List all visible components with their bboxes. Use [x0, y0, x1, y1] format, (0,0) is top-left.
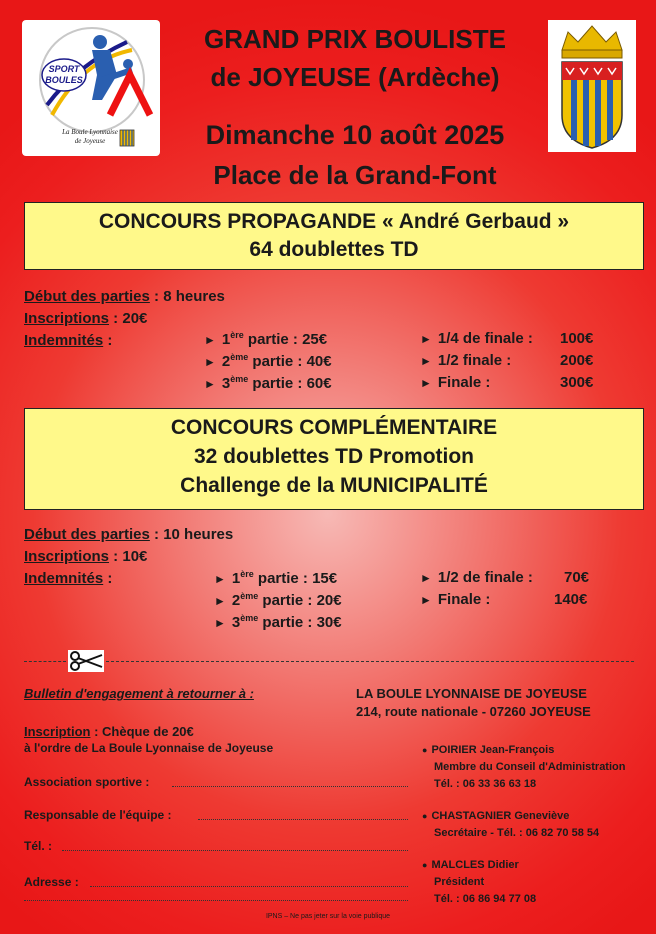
c1-prize-right-1-value: 100€ [560, 330, 594, 347]
bullet-icon: ● [422, 860, 428, 870]
bullet-icon: ● [422, 811, 428, 821]
arrow-icon: ► [420, 593, 432, 607]
coat-of-arms-icon [548, 20, 636, 152]
svg-text:La Boule Lyonnaise: La Boule Lyonnaise [62, 128, 118, 136]
c1-inscriptions: Inscriptions : 20€ [24, 310, 148, 327]
c2-prize-right-1: ► 1/2 de finale : [420, 569, 533, 586]
contact-1-tel: Tél. : 06 33 36 63 18 [434, 778, 537, 790]
concours-propagande-subtitle: 64 doublettes TD [249, 238, 419, 261]
concours-propagande-box [24, 202, 644, 270]
arrow-icon: ► [420, 332, 432, 346]
c2-prize-right-2-value: 140€ [554, 591, 588, 608]
scissors-icon [68, 650, 104, 672]
field-association-input[interactable] [172, 786, 408, 787]
contact-1-role: Membre du Conseil d'Administration [434, 761, 626, 773]
arrow-icon: ► [204, 377, 216, 391]
svg-text:BOULES: BOULES [45, 75, 83, 85]
arrow-icon: ► [214, 594, 226, 608]
contact-3-name: ● MALCLES Didier [422, 859, 519, 871]
footer-ipns: IPNS – Ne pas jeter sur la voie publique [265, 913, 391, 920]
concours-complementaire-title: CONCOURS COMPLÉMENTAIRE [170, 416, 498, 439]
c1-indemnites: Indemnités : [24, 332, 113, 349]
arrow-icon: ► [420, 571, 432, 585]
c1-prize-left-2: ► 2ème partie : 40€ [204, 352, 332, 370]
c1-prize-right-3: ► Finale : [420, 374, 491, 391]
arrow-icon: ► [214, 572, 226, 586]
title-line-2: de JOYEUSE (Ardèche) [210, 62, 500, 92]
svg-text:SPORT: SPORT [48, 64, 80, 74]
inscription-line: Inscription : Chèque de 20€ [24, 724, 194, 739]
c2-prize-right-2: ► Finale : [420, 591, 491, 608]
cut-line-right [106, 661, 634, 662]
arrow-icon: ► [420, 354, 432, 368]
concours-complementaire-subtitle: 32 doublettes TD Promotion [193, 445, 474, 468]
cut-line-left [24, 661, 66, 662]
arrow-icon: ► [214, 616, 226, 630]
concours-complementaire-challenge: Challenge de la MUNICIPALITÉ [180, 474, 488, 497]
bulletin-heading: Bulletin d'engagement à retourner à : [24, 686, 254, 701]
concours-propagande-title: CONCOURS PROPAGANDE « André Gerbaud » [98, 210, 570, 233]
title-line-1: GRAND PRIX BOULISTE [204, 24, 506, 54]
joyeuse-crest [548, 20, 636, 152]
c1-prize-left-1: ► 1ère partie : 25€ [204, 330, 328, 348]
contact-2-role: Secrétaire - Tél. : 06 82 70 58 54 [434, 827, 600, 839]
c2-indemnites: Indemnités : [24, 570, 113, 587]
field-adresse-input-2[interactable] [24, 900, 408, 901]
field-adresse-input[interactable] [90, 886, 408, 887]
c1-prize-right-1: ► 1/4 de finale : [420, 330, 533, 347]
c1-prize-right-2-value: 200€ [560, 352, 594, 369]
field-tel-label: Tél. : [24, 839, 53, 853]
c2-prize-left-2: ► 2ème partie : 20€ [214, 591, 342, 609]
field-adresse-label: Adresse : [24, 875, 79, 889]
event-location: Place de la Grand-Font [213, 160, 497, 190]
arrow-icon: ► [204, 355, 216, 369]
field-responsable-label: Responsable de l'équipe : [24, 808, 172, 822]
contact-1-name: ● POIRIER Jean-François [422, 744, 555, 756]
contact-3-tel: Tél. : 06 86 94 77 08 [434, 893, 537, 905]
concours-complementaire-box [24, 408, 644, 510]
club-logo [22, 20, 160, 156]
contact-3-role: Président [434, 876, 485, 888]
contact-2-name: ● CHASTAGNIER Geneviève [422, 810, 570, 822]
c2-prize-left-3: ► 3ème partie : 30€ [214, 613, 342, 631]
arrow-icon: ► [420, 376, 432, 390]
c2-prize-right-1-value: 70€ [564, 569, 590, 586]
c1-prize-right-3-value: 300€ [560, 374, 594, 391]
c1-debut: Début des parties : 8 heures [24, 288, 225, 305]
event-date: Dimanche 10 août 2025 [205, 120, 505, 150]
svg-text:de Joyeuse: de Joyeuse [74, 137, 106, 145]
bullet-icon: ● [422, 745, 428, 755]
inscription-line-2: à l'ordre de La Boule Lyonnaise de Joyeuse [24, 741, 274, 755]
arrow-icon: ► [204, 333, 216, 347]
club-name: LA BOULE LYONNAISE DE JOYEUSE [356, 686, 587, 701]
c1-prize-right-2: ► 1/2 finale : [420, 352, 512, 369]
field-responsable-input[interactable] [198, 819, 408, 820]
boule-logo-icon [22, 20, 160, 156]
club-address: 214, route nationale - 07260 JOYEUSE [356, 704, 591, 719]
field-tel-input[interactable] [62, 850, 408, 851]
c2-inscriptions: Inscriptions : 10€ [24, 548, 148, 565]
c2-debut: Début des parties : 10 heures [24, 526, 234, 543]
c1-prize-left-3: ► 3ème partie : 60€ [204, 374, 332, 392]
c2-prize-left-1: ► 1ère partie : 15€ [214, 569, 338, 587]
field-association-label: Association sportive : [24, 775, 150, 789]
